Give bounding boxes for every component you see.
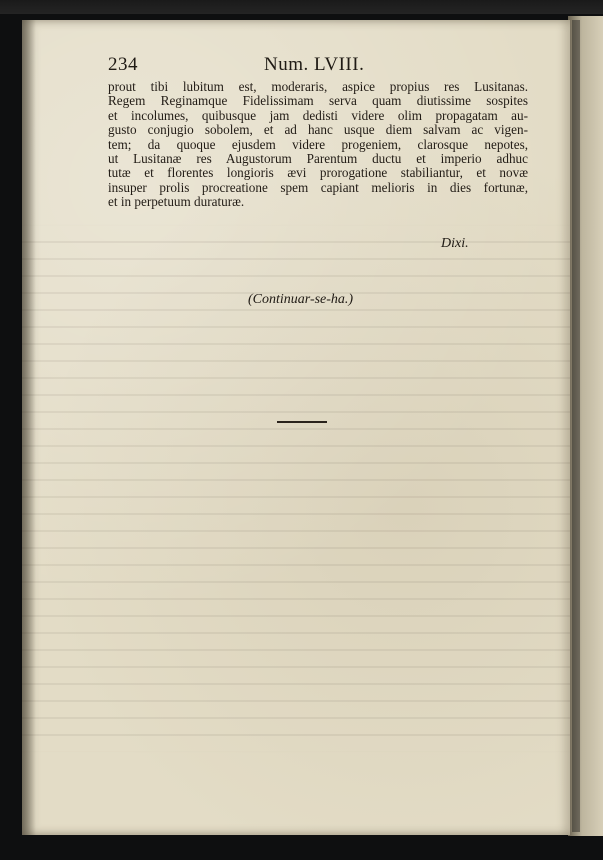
page-header — [108, 54, 500, 80]
page-number: 234 — [108, 54, 138, 75]
text-line: gusto conjugio sobolem, et ad hanc usque diem salvam ac vigen- — [108, 122, 528, 138]
text-line: et in perpetuum duraturæ. — [108, 194, 245, 210]
text-line: ut Lusitanæ res Augustorum Parentum ductu et imperio adhuc — [108, 151, 528, 167]
latin-paragraph — [108, 80, 528, 210]
section-divider — [277, 421, 327, 423]
book-gutter — [572, 20, 580, 832]
text-line: Regem Reginamque Fidelissimam serva quam diutissime sospites — [108, 93, 528, 109]
page-heading: Num. LVIII. — [264, 54, 365, 75]
scan-top-edge — [0, 0, 603, 14]
closing-signature: Dixi. — [441, 236, 469, 251]
page-curl-shadow — [22, 20, 36, 835]
text-line: insuper prolis procreatione spem capiant melioris in dies fortunæ, — [108, 179, 528, 195]
text-line: tem; da quoque ejusdem videre progeniem, clarosque nepotes, — [108, 136, 528, 152]
continuation-note: (Continuar-se-ha.) — [248, 292, 354, 307]
text-line: et incolumes, quibusque jam dedisti videre olim propagatam au- — [108, 107, 528, 123]
text-line: prout tibi lubitum est, moderaris, aspice propius res Lusitanas. — [108, 79, 528, 94]
text-line: tutæ et florentes longioris ævi prorogatione stabiliantur, et novæ — [108, 165, 528, 181]
